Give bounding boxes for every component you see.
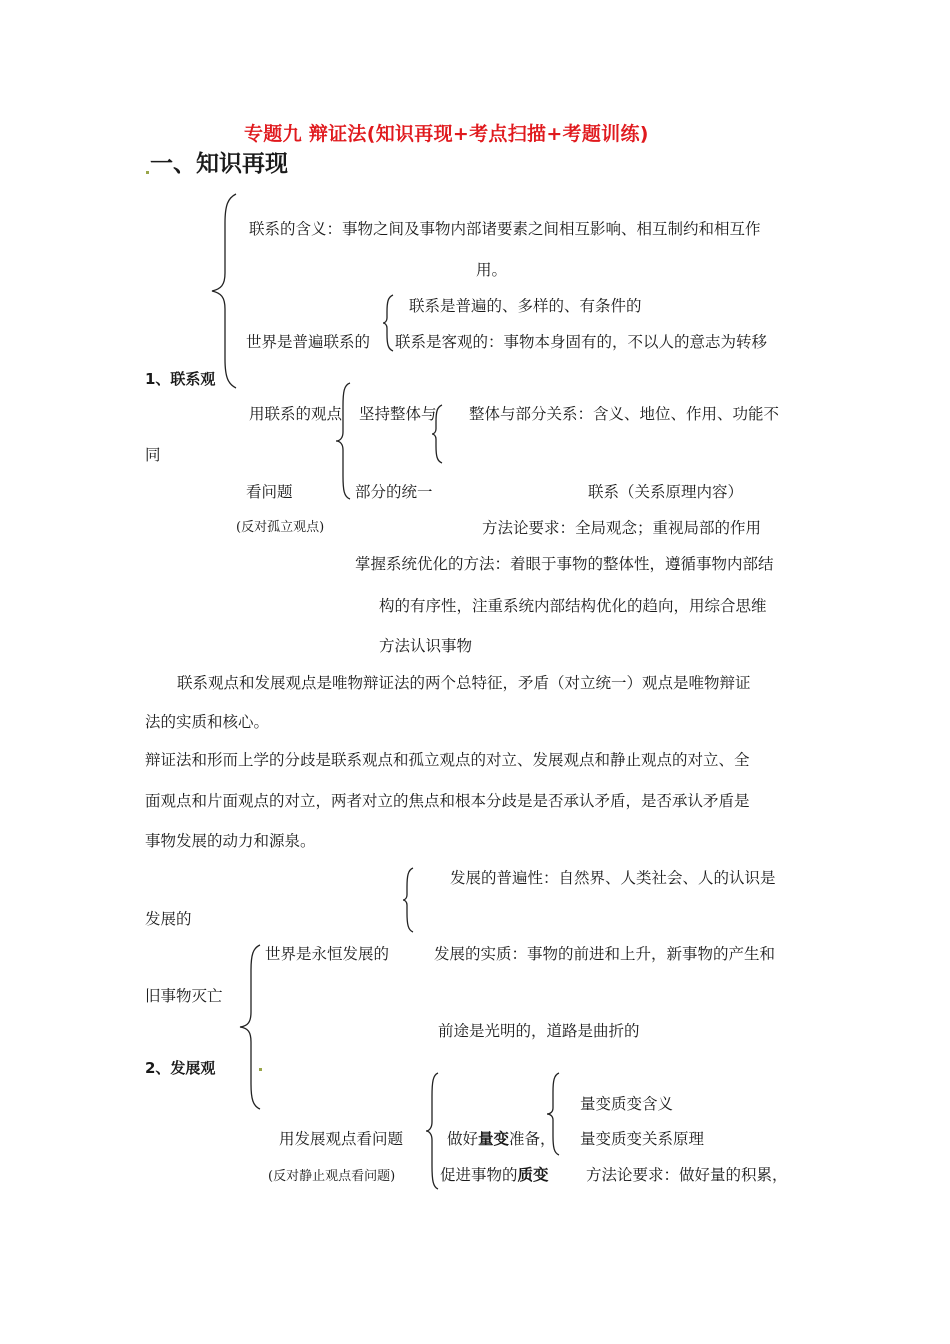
whole-part-line2: 联系（关系原理内容） [588,483,744,501]
prep-pre: 做好 [447,1130,479,1148]
objective-item: 联系是客观的：事物本身固有的，不以人的意志为转移 [395,333,768,351]
big-brace-development [238,944,262,1110]
dev-view-line: 用发展观点看问题 [279,1130,404,1148]
section-heading: 一、知识再现 [150,151,288,177]
connection-meaning-end: 用。 [476,261,508,279]
system-line2: 构的有序性，注重系统内部结构优化的趋向，用综合思维 [379,597,767,615]
page-title: 专题九 辩证法(知识再现+考点扫描+考题训练) [244,123,649,145]
prep-quantitative [447,1129,556,1149]
qq-principle: 量变质变关系原理 [580,1130,705,1148]
paragraph-2-line2: 面观点和片面观点的对立，两者对立的焦点和根本分歧是是否承认矛盾，是否承认矛盾是 [145,792,750,810]
dev-view-oppose: (反对静止观点看问题) [268,1169,396,1184]
paragraph-2-line3: 事物发展的动力和源泉。 [145,832,316,850]
system-line3: 方法认识事物 [379,637,473,655]
big-brace-connection [209,193,239,389]
prep-bold: 量变 [478,1130,510,1148]
bullet-dot-2 [259,1068,262,1071]
world-eternal: 世界是永恒发展的 [265,945,390,963]
universality-wrap: 发展的 [145,910,192,928]
label-connection-view: 1、联系观 [145,370,216,388]
unity-line1: 坚持整体与 [359,405,437,423]
qq-method: 方法论要求：做好量的积累， [586,1166,788,1184]
label-development-view: 2、发展观 [145,1059,216,1077]
essence: 发展的实质：事物的前进和上升，新事物的产生和 [434,945,776,963]
connection-meaning: 联系的含义：事物之间及事物内部诸要素之间相互影响、相互制约和相互作 [249,220,761,238]
whole-part-relation: 整体与部分关系：含义、地位、作用、功能不 [469,405,780,423]
brace-dev-view [425,1072,439,1190]
promote-pre: 促进事物的 [440,1166,518,1184]
prospect: 前途是光明的，道路是曲折的 [438,1022,640,1040]
world-universal: 世界是普遍联系的 [246,333,371,351]
essence-wrap: 旧事物灭亡 [145,987,223,1005]
system-line1: 掌握系统优化的方法：着眼于事物的整体性，遵循事物内部结 [355,555,774,573]
universal-item: 联系是普遍的、多样的、有条件的 [409,297,642,315]
promote-bold: 质变 [517,1166,549,1184]
paragraph-1-line2: 法的实质和核心。 [145,713,270,731]
whole-part-wrap: 同 [145,446,161,464]
view-line1: 用联系的观点 [249,405,343,423]
promote-qualitative [440,1165,549,1185]
universality: 发展的普遍性：自然界、人类社会、人的认识是 [450,869,776,887]
paragraph-2-line1: 辩证法和形而上学的分歧是联系观点和孤立观点的对立、发展观点和静止观点的对立、全 [145,751,750,769]
view-oppose-isolated: (反对孤立观点) [236,520,325,535]
qq-meaning: 量变质变含义 [580,1095,674,1113]
method-requirement: 方法论要求：全局观念；重视局部的作用 [482,519,762,537]
brace-view [335,382,351,500]
brace-universality [402,867,414,933]
unity-line2: 部分的统一 [355,483,433,501]
brace-universal [382,294,394,352]
bullet-dot [146,171,149,174]
paragraph-1-line1: 联系观点和发展观点是唯物辩证法的两个总特征，矛盾（对立统一）观点是唯物辩证 [177,674,751,692]
prep-post: 准备， [509,1130,556,1148]
view-line2: 看问题 [246,483,293,501]
